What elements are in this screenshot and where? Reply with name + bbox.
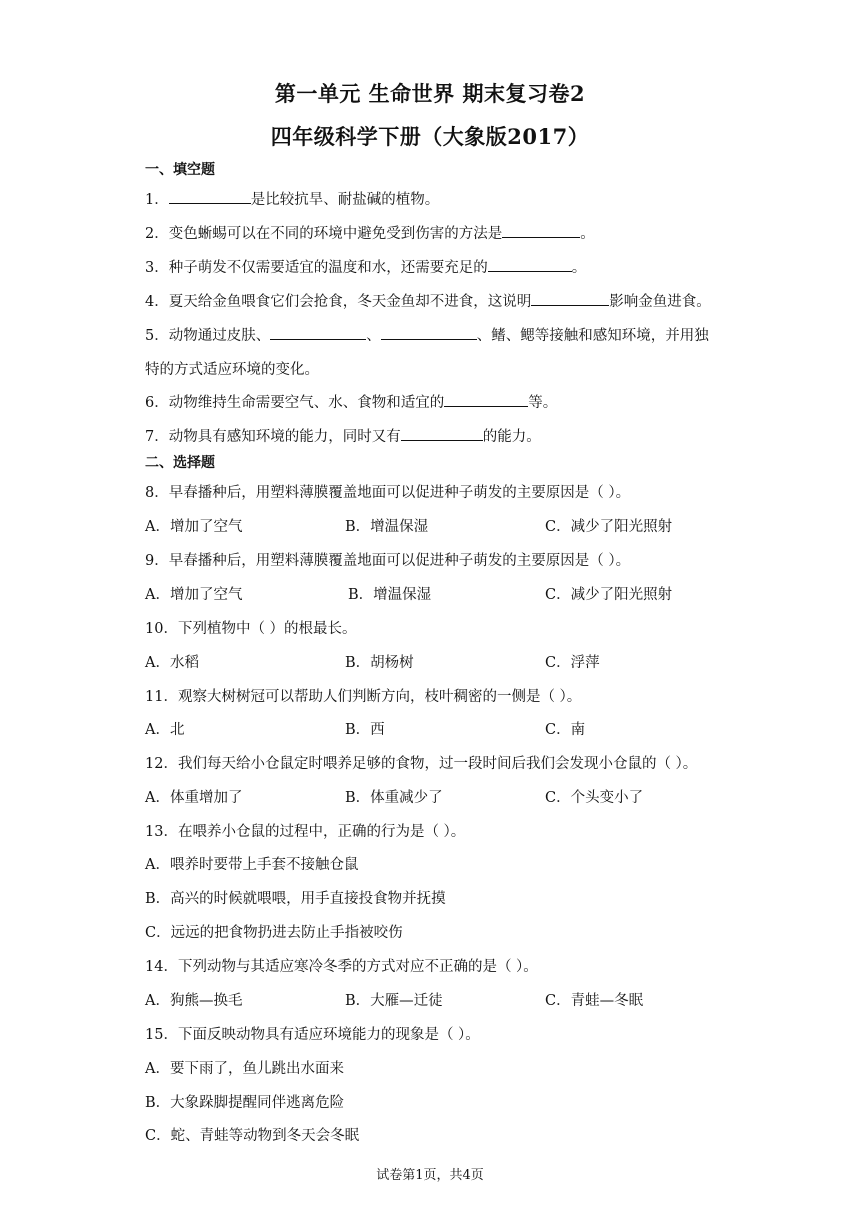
option-c[interactable]: C．远远的把食物扔进去防止手指被咬伤: [145, 925, 403, 941]
question-text-end: 的能力。: [482, 429, 541, 445]
answer-blank[interactable]: [488, 257, 572, 272]
option-c[interactable]: C．浮萍: [545, 655, 600, 671]
option-a[interactable]: A．狗熊—换毛: [145, 993, 243, 1009]
option-a[interactable]: A．增加了空气: [145, 587, 243, 603]
page-title: 第一单元 生命世界 期末复习卷2: [274, 81, 586, 106]
option-b[interactable]: B．胡杨树: [345, 655, 414, 671]
option-b[interactable]: B．体重减少了: [345, 790, 443, 806]
option-c[interactable]: C．青蛙—冬眠: [545, 993, 644, 1009]
question-text: 是比较抗旱、耐盐碱的植物。: [250, 192, 440, 208]
question-number: 5．: [145, 328, 169, 344]
option-c[interactable]: C．蛇、青蛙等动物到冬天会冬眠: [145, 1128, 360, 1144]
question-15: 15．下面反映动物具有适应环境能力的现象是（ ）。: [145, 1027, 480, 1043]
page-footer: 试卷第1页，共4页: [376, 1168, 484, 1183]
answer-blank[interactable]: [169, 189, 251, 204]
answer-blank[interactable]: [531, 291, 609, 306]
question-number: 7．: [145, 429, 169, 445]
question-text: 变色蜥蜴可以在不同的环境中避免受到伤害的方法是: [168, 226, 503, 242]
question-number: 4．: [145, 294, 169, 310]
option-c[interactable]: C．个头变小了: [545, 790, 644, 806]
question-4: [145, 290, 711, 311]
option-c[interactable]: C．南: [545, 722, 586, 738]
option-b[interactable]: B．大象跺脚提醒同伴逃离危险: [145, 1095, 345, 1111]
question-12: 12．我们每天给小仓鼠定时喂养足够的食物，过一段时间后我们会发现小仓鼠的（ ）。: [145, 756, 698, 772]
option-b[interactable]: B．高兴的时候就喂喂，用手直接投食物并抚摸: [145, 891, 446, 907]
option-a[interactable]: A．要下雨了，鱼儿跳出水面来: [145, 1061, 344, 1077]
answer-blank[interactable]: [444, 392, 528, 407]
question-number: 6．: [145, 395, 169, 411]
question-text-end: 等。: [528, 395, 558, 411]
question-6: [145, 391, 557, 412]
option-b[interactable]: B．西: [345, 722, 385, 738]
question-number: 3．: [145, 260, 169, 276]
question-13: 13．在喂养小仓鼠的过程中，正确的行为是（ ）。: [145, 824, 466, 840]
question-number: 2．: [145, 226, 169, 242]
option-b[interactable]: B．增温保湿: [348, 587, 432, 603]
question-9: 9．早春播种后，用塑料薄膜覆盖地面可以促进种子萌发的主要原因是（ ）。: [145, 553, 631, 569]
option-c[interactable]: C．减少了阳光照射: [545, 519, 673, 535]
question-text-mid: 、: [366, 328, 381, 344]
answer-blank[interactable]: [270, 325, 366, 340]
question-3: [145, 256, 586, 277]
question-text: 种子萌发不仅需要适宜的温度和水，还需要充足的: [168, 260, 488, 276]
question-11: 11．观察大树树冠可以帮助人们判断方向，枝叶稠密的一侧是（ ）。: [145, 689, 582, 705]
question-text: 动物具有感知环境的能力，同时又有: [168, 429, 401, 445]
option-a[interactable]: A．体重增加了: [145, 790, 243, 806]
answer-blank[interactable]: [381, 325, 477, 340]
option-b[interactable]: B．增温保湿: [345, 519, 429, 535]
question-10: 10．下列植物中（ ）的根最长。: [145, 621, 357, 637]
option-a[interactable]: A．增加了空气: [145, 519, 243, 535]
question-number: 1．: [145, 192, 169, 208]
section-heading-choice: 二、选择题: [145, 455, 215, 471]
question-7: [145, 425, 541, 446]
answer-blank[interactable]: [401, 426, 483, 441]
question-text: 动物维持生命需要空气、水、食物和适宜的: [168, 395, 445, 411]
question-5-continued: 特的方式适应环境的变化。: [145, 362, 319, 378]
option-a[interactable]: A．北: [145, 722, 185, 738]
question-2: [145, 222, 595, 243]
question-8: 8．早春播种后，用塑料薄膜覆盖地面可以促进种子萌发的主要原因是（ ）。: [145, 485, 631, 501]
question-14: 14．下列动物与其适应寒冷冬季的方式对应不正确的是（ ）。: [145, 959, 538, 975]
question-text-end: 、鳍、鳃等接触和感知环境，并用独: [476, 328, 709, 344]
question-text-end: 影响金鱼进食。: [609, 294, 711, 310]
answer-blank[interactable]: [502, 223, 580, 238]
question-5: [145, 324, 709, 345]
option-b[interactable]: B．大雁—迁徒: [345, 993, 443, 1009]
question-1: [145, 188, 439, 209]
option-a[interactable]: A．喂养时要带上手套不接触仓鼠: [145, 857, 359, 873]
option-a[interactable]: A．水稻: [145, 655, 199, 671]
question-text: 夏天给金鱼喂食它们会抢食，冬天金鱼却不进食，这说明: [168, 294, 532, 310]
page-subtitle: 四年级科学下册（大象版2017）: [270, 124, 590, 149]
section-heading-fill: 一、填空题: [145, 162, 215, 178]
question-text-end: 。: [580, 226, 595, 242]
question-text: 动物通过皮肤、: [168, 328, 271, 344]
question-text-end: 。: [571, 260, 587, 276]
option-c[interactable]: C．减少了阳光照射: [545, 587, 673, 603]
